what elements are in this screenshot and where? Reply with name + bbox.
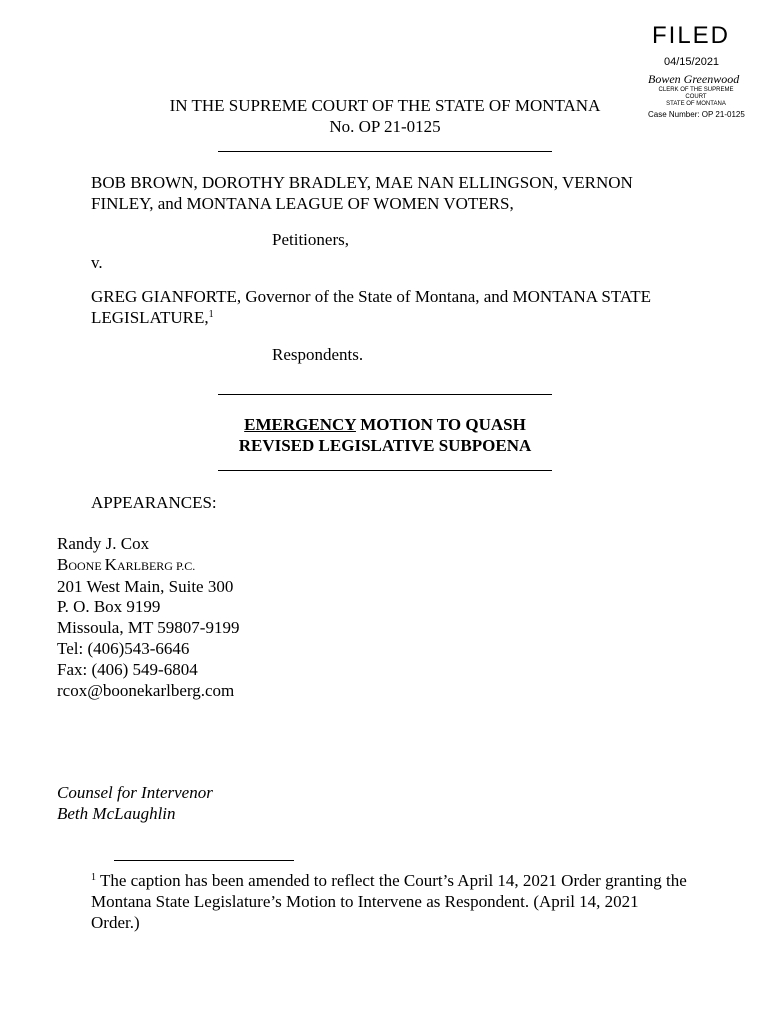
fax: Fax: (406) 549-6804 xyxy=(57,659,198,679)
firm-rest-oone: OONE xyxy=(68,558,105,573)
court-name: IN THE SUPREME COURT OF THE STATE OF MONTANA xyxy=(169,96,601,115)
respondents-names-text: GREG GIANFORTE, Governor of the State of Montana, and MONTANA STATE LEGISLATURE, xyxy=(91,287,652,327)
counsel-role xyxy=(57,782,213,824)
law-firm xyxy=(57,555,239,577)
motion-title-line1 xyxy=(150,414,620,435)
telephone: Tel: (406)543-6646 xyxy=(57,638,190,658)
counsel-role-line1: Counsel for Intervenor xyxy=(57,783,213,802)
filed-stamp-title: FILED xyxy=(652,22,731,49)
caption-divider-top xyxy=(218,151,552,152)
counsel-role-line2: Beth McLaughlin xyxy=(57,804,176,823)
caption-divider-middle xyxy=(218,394,552,395)
motion-emphasis: EMERGENCY xyxy=(244,415,356,434)
attorney-name: Randy J. Cox xyxy=(57,534,150,553)
counsel-block xyxy=(57,534,239,701)
email-link[interactable]: rcox@boonekarlberg.com xyxy=(57,680,235,700)
motion-title-line1-rest: MOTION TO QUASH xyxy=(355,415,526,434)
caption-divider-bottom xyxy=(218,470,552,471)
petitioners-names: BOB BROWN, DOROTHY BRADLEY, MAE NAN ELLINGSON, VERNON FINLEY, and MONTANA LEAGUE OF WOMEN VOTERS, xyxy=(91,173,633,213)
clerk-title: CLERK OF THE SUPREME COURT STATE OF MONTANA xyxy=(658,87,734,107)
petitioners-label: Petitioners, xyxy=(272,230,349,249)
firm-initial-k: K xyxy=(104,554,117,574)
appearances-heading: APPEARANCES: xyxy=(91,493,217,512)
footnote-ref[interactable]: 1 xyxy=(208,309,214,320)
address-city: Missoula, MT 59807-9199 xyxy=(57,618,240,638)
motion-title-line2: REVISED LEGISLATIVE SUBPOENA xyxy=(238,436,532,455)
footnote xyxy=(91,870,691,933)
footnote-text: The caption has been amended to reflect the Court’s April 14, 2021 Order granting the Montana State Legislature’s Motion to Intervene as Respondent. (April 14, 2021 Order.) xyxy=(91,871,687,932)
clerk-signature: Bowen Greenwood xyxy=(648,72,740,86)
versus: v. xyxy=(91,253,103,272)
respondents-names xyxy=(91,286,691,328)
firm-rest-arlberg: ARLBERG P.C. xyxy=(116,558,196,573)
footnote-divider xyxy=(114,860,294,861)
firm-initial-b: B xyxy=(57,554,69,574)
filed-date: 04/15/2021 xyxy=(664,56,720,68)
footnote-marker: 1 xyxy=(91,872,96,883)
case-number-stamp: Case Number: OP 21-0125 xyxy=(648,110,745,119)
address-line-2: P. O. Box 9199 xyxy=(57,597,161,617)
docket-number: No. OP 21-0125 xyxy=(329,117,441,136)
motion-title xyxy=(150,414,620,456)
respondents-label: Respondents. xyxy=(272,345,364,364)
address-line-1: 201 West Main, Suite 300 xyxy=(57,576,234,596)
